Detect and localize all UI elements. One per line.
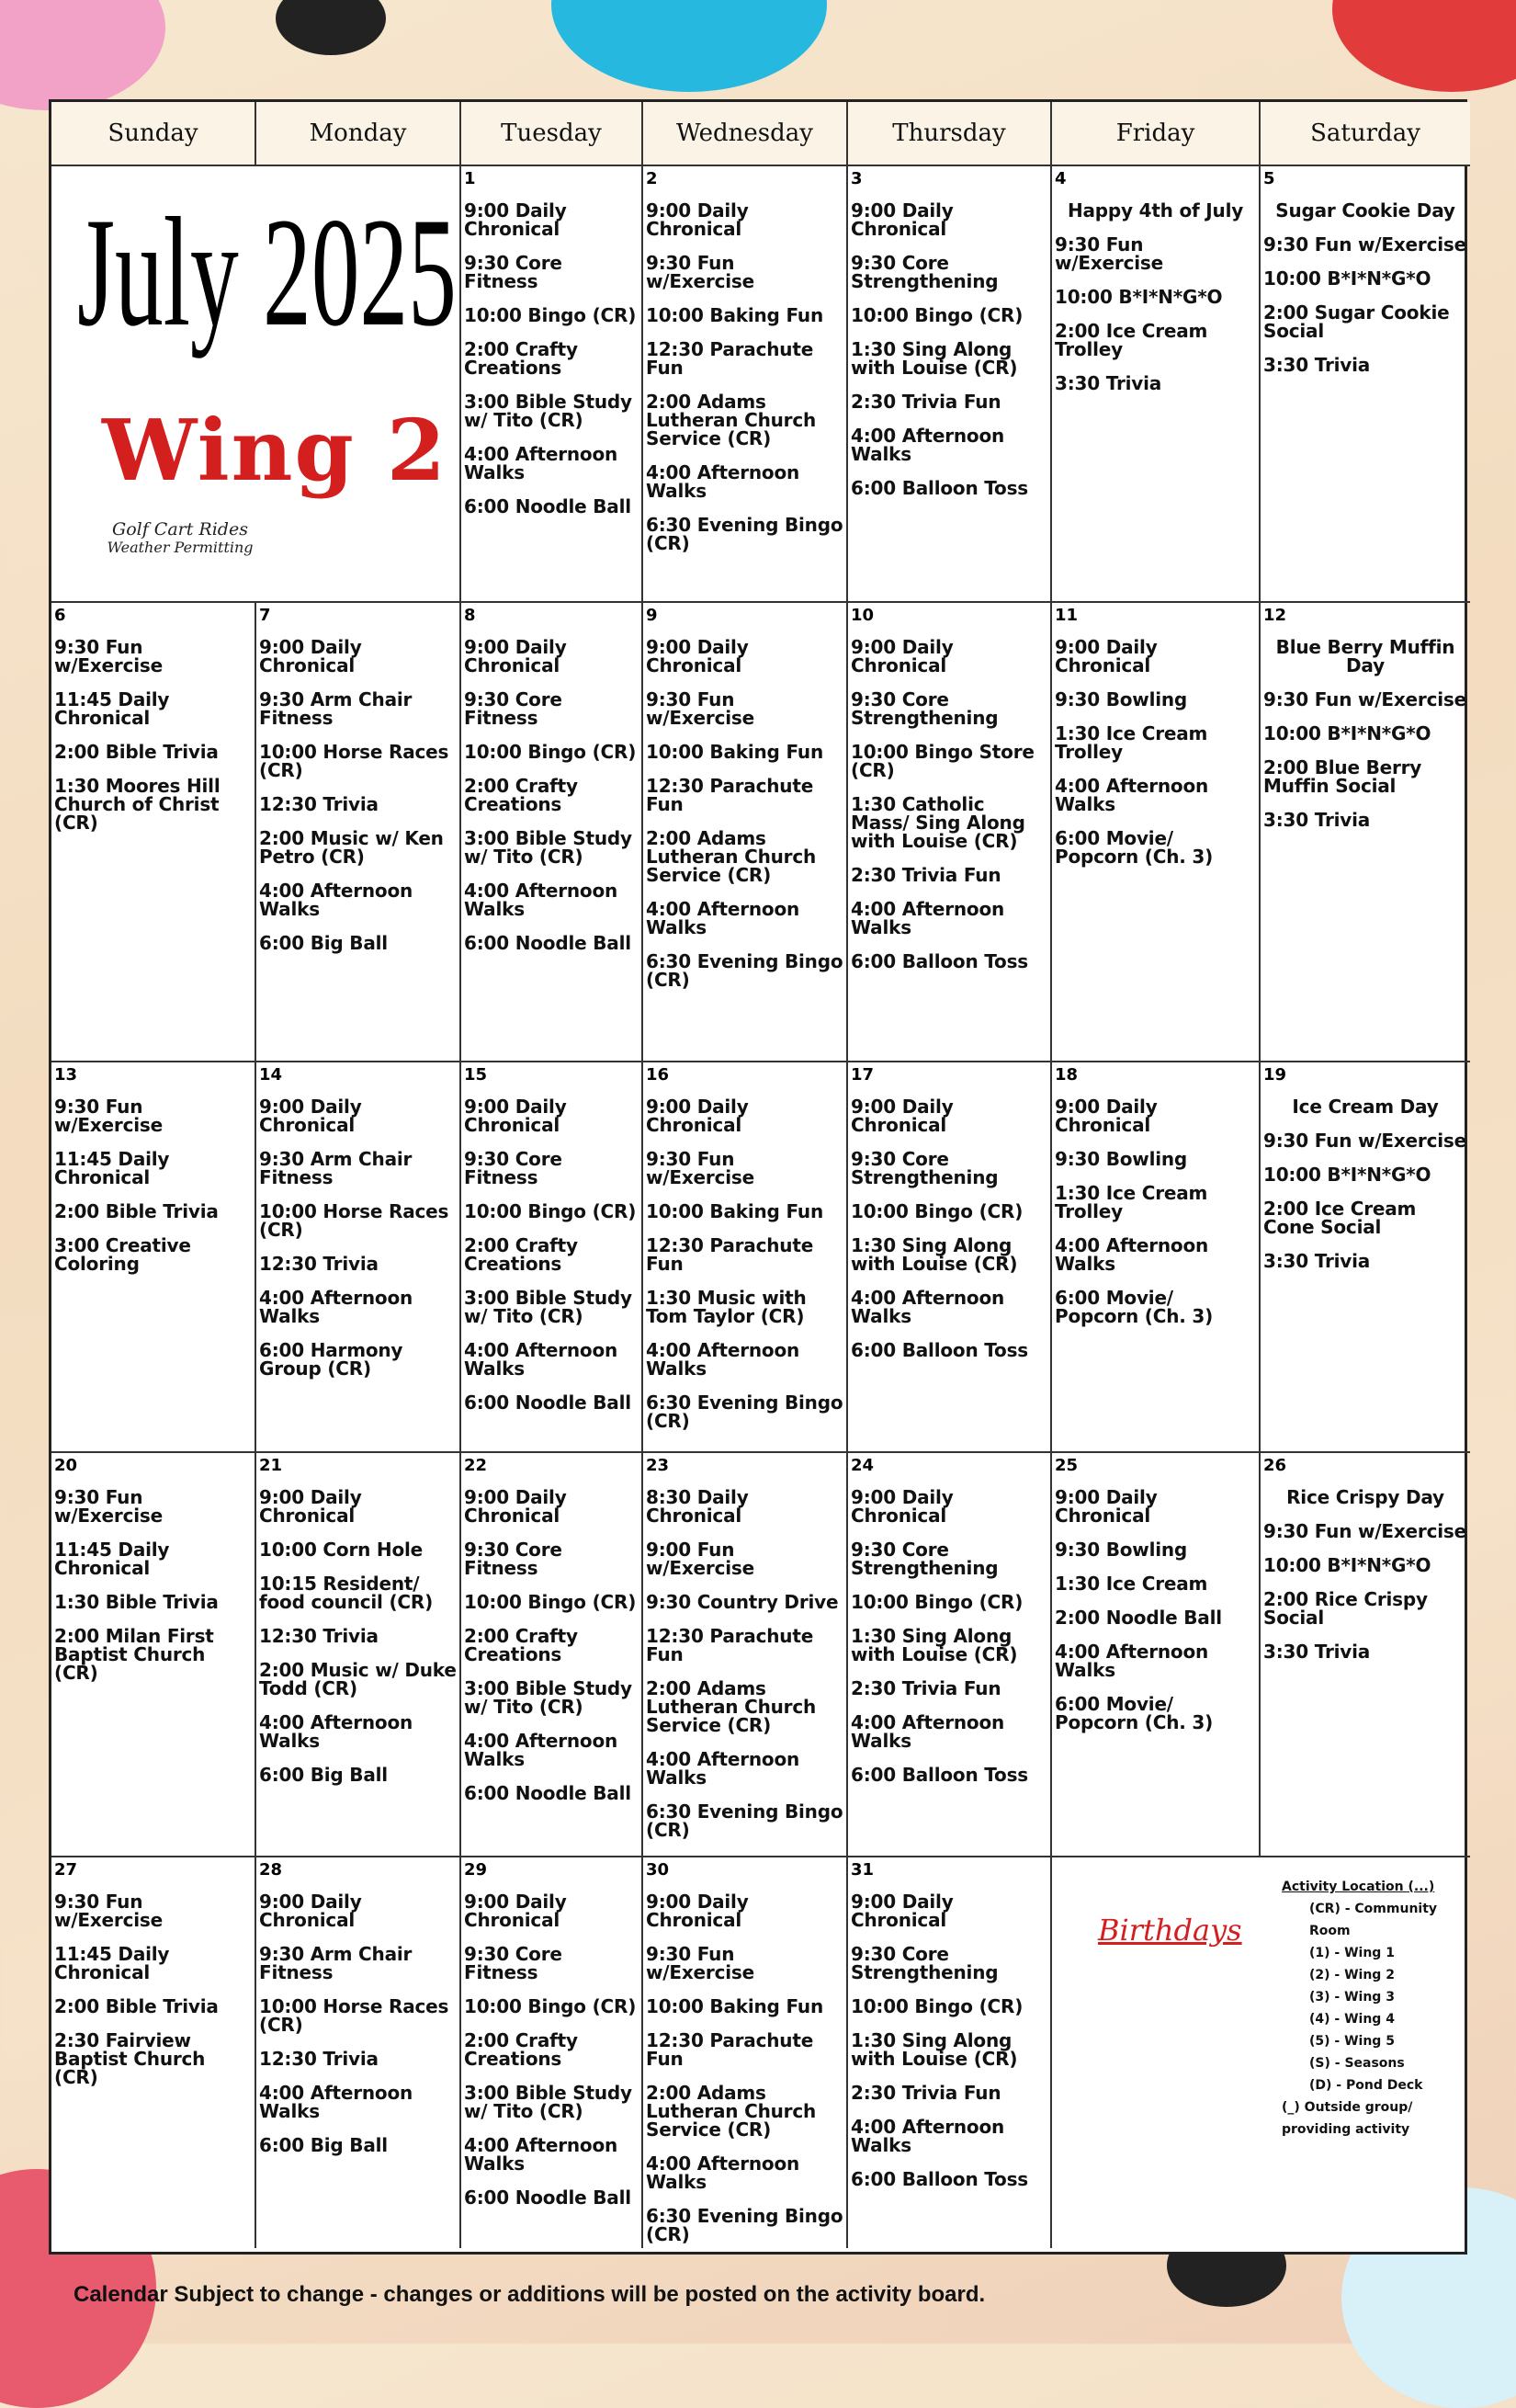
location-legend — [1282, 1876, 1465, 2141]
activity-item: 6:00 Noodle Ball — [464, 1782, 631, 1804]
activity-item: 9:30 Fun w/Exercise — [1263, 233, 1466, 256]
legend-item: (3) - Wing 3 — [1309, 1990, 1395, 2005]
activity-item: 4:00 Afternoon Walks — [259, 2082, 413, 2122]
activity-item: 2:00 Crafty Creations — [464, 775, 578, 815]
activity-item: 3:00 Bible Study w/ Tito (CR) — [464, 1677, 632, 1718]
activity-item: 12:30 Parachute Fun — [646, 775, 814, 815]
activity-item: 2:00 Adams Lutheran Church Service (CR) — [646, 391, 817, 449]
activity-item: 1:30 Catholic Mass/ Sing Along with Louise (CR) — [851, 793, 1025, 852]
activity-item: 10:00 B*I*N*G*O — [1263, 1554, 1431, 1576]
activity-item: Happy 4th of July — [1067, 199, 1244, 221]
activity-item: 9:30 Core Strengthening — [851, 1539, 999, 1579]
activity-item: 10:00 Baking Fun — [646, 1200, 823, 1222]
day-cell — [848, 1857, 1052, 2248]
day-cell — [51, 1062, 256, 1453]
activity-item: 12:30 Parachute Fun — [646, 2029, 814, 2070]
activity-item: 4:00 Afternoon Walks — [464, 880, 618, 920]
activity-item: 3:00 Bible Study w/ Tito (CR) — [464, 2082, 632, 2122]
activity-item: 10:00 Corn Hole — [259, 1539, 424, 1561]
activity-item: 9:30 Arm Chair Fitness — [259, 1148, 413, 1188]
day-number: 5 — [1263, 169, 1275, 188]
activity-item: 4:00 Afternoon Walks — [259, 880, 413, 920]
activity-item: 2:00 Crafty Creations — [464, 338, 578, 379]
day-number: 2 — [646, 169, 658, 188]
activity-item: 8:30 Daily Chronical — [646, 1486, 749, 1527]
activity-item: 2:00 Music w/ Duke Todd (CR) — [259, 1659, 457, 1699]
day-cell — [51, 1857, 256, 2248]
activity-item: 1:30 Ice Cream Trolley — [1055, 1182, 1208, 1222]
day-number: 7 — [259, 606, 271, 625]
activity-item: 2:30 Trivia Fun — [851, 864, 1001, 886]
day-number: 10 — [851, 606, 875, 625]
activity-item: 6:30 Evening Bingo (CR) — [646, 1800, 843, 1841]
day-cell — [848, 603, 1052, 1062]
activity-item: 12:30 Parachute Fun — [646, 1625, 814, 1665]
activity-item: 2:30 Fairview Baptist Church (CR) — [54, 2029, 206, 2088]
activity-item: 9:30 Arm Chair Fitness — [259, 1943, 413, 1983]
activity-item: 6:00 Noodle Ball — [464, 2187, 631, 2209]
day-number: 31 — [851, 1860, 875, 1880]
day-header-sunday: Sunday — [51, 102, 256, 166]
activity-item: 4:00 Afternoon Walks — [1055, 1641, 1209, 1681]
activity-item: 9:00 Daily Chronical — [464, 1096, 567, 1136]
sunglasses-decoration — [276, 0, 386, 55]
activity-item: 6:00 Big Ball — [259, 1764, 388, 1786]
day-cell — [461, 1062, 643, 1453]
activity-item: 4:00 Afternoon Walks — [1055, 1234, 1209, 1275]
day-number: 29 — [464, 1860, 488, 1880]
golf-cart-note — [88, 520, 272, 557]
activity-item: Rice Crispy Day — [1286, 1486, 1444, 1508]
activity-item: 12:30 Trivia — [259, 1253, 379, 1275]
activity-item: 9:30 Core Strengthening — [851, 1148, 999, 1188]
activity-item: 9:30 Fun w/Exercise — [54, 1486, 163, 1527]
activity-item: Sugar Cookie Day — [1275, 199, 1455, 221]
activity-item: 10:00 Bingo (CR) — [464, 1995, 637, 2017]
day-cell — [461, 166, 643, 603]
activity-item: 2:00 Crafty Creations — [464, 1234, 578, 1275]
activity-item: 2:00 Bible Trivia — [54, 741, 219, 763]
activity-item: 10:00 B*I*N*G*O — [1263, 722, 1431, 744]
activity-item: 9:30 Bowling — [1055, 1148, 1188, 1170]
activity-item: 4:00 Afternoon Walks — [646, 461, 800, 502]
activity-item: 6:30 Evening Bingo (CR) — [646, 2205, 843, 2245]
calendar-grid — [49, 99, 1467, 2255]
legend-item: (5) - Wing 5 — [1309, 2034, 1395, 2049]
day-number: 11 — [1055, 606, 1079, 625]
day-cell — [256, 603, 461, 1062]
activity-item: 3:00 Bible Study w/ Tito (CR) — [464, 391, 632, 431]
activity-item: 4:00 Afternoon Walks — [464, 1730, 618, 1770]
activity-item: 2:30 Trivia Fun — [851, 1677, 1001, 1699]
legend-item: (_) Outside group/ providing activity — [1282, 2100, 1413, 2137]
activity-item: 9:30 Fun w/Exercise — [646, 1148, 754, 1188]
activity-item: 10:00 Bingo (CR) — [464, 1200, 637, 1222]
activity-item: 4:00 Afternoon Walks — [1055, 775, 1209, 815]
day-number: 20 — [54, 1456, 78, 1475]
activity-item: 9:00 Daily Chronical — [259, 1486, 362, 1527]
day-number: 12 — [1263, 606, 1287, 625]
day-cell — [643, 166, 848, 603]
activity-item: 10:00 Bingo (CR) — [464, 304, 637, 326]
activity-item: 10:00 Bingo (CR) — [851, 1200, 1024, 1222]
golf-cart-line: Golf Cart Rides — [112, 519, 248, 540]
activity-item: 6:00 Big Ball — [259, 2134, 388, 2156]
activity-item: 6:00 Big Ball — [259, 932, 388, 954]
activity-item: 12:30 Trivia — [259, 1625, 379, 1647]
day-number: 22 — [464, 1456, 488, 1475]
activity-item: 10:00 Bingo (CR) — [851, 1995, 1024, 2017]
day-cell — [1052, 1062, 1261, 1453]
activity-item: 3:30 Trivia — [1055, 372, 1162, 394]
activity-item: 9:00 Daily Chronical — [259, 1096, 362, 1136]
day-cell — [1052, 603, 1261, 1062]
day-number: 30 — [646, 1860, 670, 1880]
activity-item: 2:00 Adams Lutheran Church Service (CR) — [646, 827, 817, 886]
day-cell — [51, 603, 256, 1062]
activity-item: 1:30 Sing Along with Louise (CR) — [851, 1234, 1018, 1275]
activity-item: 4:00 Afternoon Walks — [464, 1339, 618, 1380]
activity-item: 12:30 Parachute Fun — [646, 1234, 814, 1275]
activity-item: 1:30 Sing Along with Louise (CR) — [851, 338, 1018, 379]
activity-item: 3:00 Creative Coloring — [54, 1234, 191, 1275]
activity-item: 10:00 Horse Races (CR) — [259, 1200, 449, 1241]
activity-item: 10:00 Bingo Store (CR) — [851, 741, 1035, 781]
activity-item: 4:00 Afternoon Walks — [851, 1711, 1005, 1752]
activity-item: 9:30 Arm Chair Fitness — [259, 688, 413, 729]
day-cell — [643, 1453, 848, 1857]
day-header-wednesday: Wednesday — [643, 102, 848, 166]
activity-item: 9:00 Daily Chronical — [851, 1486, 954, 1527]
activity-item: 3:30 Trivia — [1263, 809, 1371, 831]
day-number: 26 — [1263, 1456, 1287, 1475]
activity-item: 4:00 Afternoon Walks — [259, 1287, 413, 1327]
activity-item: 2:00 Bible Trivia — [54, 1995, 219, 2017]
activity-item: 9:00 Daily Chronical — [464, 1486, 567, 1527]
activity-item: 9:00 Daily Chronical — [851, 1096, 954, 1136]
day-number: 14 — [259, 1065, 283, 1085]
day-number: 3 — [851, 169, 863, 188]
day-cell — [461, 603, 643, 1062]
activity-item: 9:30 Fun w/Exercise — [646, 252, 754, 292]
activity-item: 9:30 Core Fitness — [464, 1148, 562, 1188]
activity-item: 9:00 Daily Chronical — [1055, 636, 1158, 676]
activity-item: 9:00 Daily Chronical — [1055, 1486, 1158, 1527]
activity-item: 9:30 Core Strengthening — [851, 252, 999, 292]
activity-item: 9:30 Core Strengthening — [851, 1943, 999, 1983]
activity-item: 6:00 Movie/ Popcorn (Ch. 3) — [1055, 1693, 1214, 1733]
weather-line: Weather Permitting — [107, 539, 254, 556]
activity-item: 9:00 Daily Chronical — [851, 636, 954, 676]
day-number: 28 — [259, 1860, 283, 1880]
activity-item: 2:00 Adams Lutheran Church Service (CR) — [646, 1677, 817, 1736]
activity-item: 9:30 Fun w/Exercise — [54, 1891, 163, 1931]
day-cell — [848, 1062, 1052, 1453]
activity-item: 9:30 Fun w/Exercise — [646, 1943, 754, 1983]
activity-item: 4:00 Afternoon Walks — [646, 898, 800, 938]
activity-item: 2:00 Milan First Baptist Church (CR) — [54, 1625, 214, 1684]
legend-item: (S) - Seasons — [1309, 2056, 1405, 2071]
activity-item: 2:00 Music w/ Ken Petro (CR) — [259, 827, 444, 868]
activity-item: 4:00 Afternoon Walks — [851, 898, 1005, 938]
activity-item: 6:00 Balloon Toss — [851, 2168, 1028, 2190]
activity-item: 9:00 Daily Chronical — [646, 199, 749, 240]
beach-ball-decoration — [0, 0, 165, 110]
activity-item: 6:00 Movie/ Popcorn (Ch. 3) — [1055, 827, 1214, 868]
activity-item: 9:30 Fun w/Exercise — [1263, 1520, 1466, 1542]
activity-item: 9:00 Daily Chronical — [646, 1891, 749, 1931]
day-cell — [1052, 166, 1261, 603]
day-number: 1 — [464, 169, 476, 188]
legend-item: (D) - Pond Deck — [1309, 2078, 1423, 2093]
day-header-monday: Monday — [256, 102, 461, 166]
day-cell — [461, 1857, 643, 2248]
beach-ball-decoration — [1332, 0, 1516, 92]
activity-item: 12:30 Trivia — [259, 2048, 379, 2070]
activity-item: 4:00 Afternoon Walks — [259, 1711, 413, 1752]
activity-item: 2:00 Bible Trivia — [54, 1200, 219, 1222]
day-cell — [848, 166, 1052, 603]
activity-item: 2:00 Crafty Creations — [464, 2029, 578, 2070]
activity-item: 10:00 Bingo (CR) — [851, 1591, 1024, 1613]
day-cell — [643, 1857, 848, 2248]
footer-note: Calendar Subject to change - changes or additions will be posted on the activity board. — [74, 2282, 986, 2307]
activity-item: 3:30 Trivia — [1263, 1641, 1371, 1663]
activity-item: 9:00 Daily Chronical — [259, 636, 362, 676]
activity-item: 6:00 Noodle Ball — [464, 495, 631, 517]
month-title: July 2025 — [77, 186, 457, 358]
day-number: 8 — [464, 606, 476, 625]
activity-item: 9:30 Core Fitness — [464, 1943, 562, 1983]
activity-item: 9:30 Bowling — [1055, 1539, 1188, 1561]
activity-item: 9:30 Core Fitness — [464, 1539, 562, 1579]
activity-item: 1:30 Ice Cream — [1055, 1573, 1208, 1595]
activity-item: 2:00 Ice Cream Cone Social — [1263, 1198, 1417, 1238]
activity-item: 3:30 Trivia — [1263, 1250, 1371, 1272]
activity-item: 3:00 Bible Study w/ Tito (CR) — [464, 1287, 632, 1327]
activity-item: 9:00 Daily Chronical — [851, 199, 954, 240]
beach-ball-decoration — [551, 0, 827, 92]
activity-item: 11:45 Daily Chronical — [54, 688, 170, 729]
day-cell — [256, 1453, 461, 1857]
activity-item: 9:30 Fun w/Exercise — [1263, 1130, 1466, 1152]
birthdays-legend-block — [1052, 1857, 1470, 2248]
day-number: 15 — [464, 1065, 488, 1085]
day-cell — [1261, 166, 1470, 603]
activity-item: 2:00 Blue Berry Muffin Social — [1263, 756, 1422, 797]
activity-item: 2:00 Rice Crispy Social — [1263, 1588, 1428, 1629]
activity-item: 4:00 Afternoon Walks — [851, 425, 1005, 465]
legend-item: (1) - Wing 1 — [1309, 1946, 1395, 1960]
activity-item: 10:00 B*I*N*G*O — [1055, 286, 1223, 308]
day-number: 27 — [54, 1860, 78, 1880]
day-number: 6 — [54, 606, 66, 625]
birthdays-label: Birthdays — [1098, 1913, 1242, 1948]
activity-item: 4:00 Afternoon Walks — [646, 1339, 800, 1380]
activity-item: 1:30 Sing Along with Louise (CR) — [851, 2029, 1018, 2070]
activity-item: 9:30 Bowling — [1055, 688, 1188, 710]
day-cell — [256, 1062, 461, 1453]
activity-item: 12:30 Trivia — [259, 793, 379, 815]
day-header-tuesday: Tuesday — [461, 102, 643, 166]
activity-item: 6:00 Noodle Ball — [464, 1391, 631, 1414]
activity-item: 6:00 Movie/ Popcorn (Ch. 3) — [1055, 1287, 1214, 1327]
activity-item: 10:15 Resident/ food council (CR) — [259, 1573, 434, 1613]
activity-item: 9:30 Fun w/Exercise — [1263, 688, 1466, 710]
activity-item: 6:00 Balloon Toss — [851, 477, 1028, 499]
activity-item: 10:00 Bingo (CR) — [464, 1591, 637, 1613]
legend-item: (2) - Wing 2 — [1309, 1968, 1395, 1982]
activity-item: 6:30 Evening Bingo (CR) — [646, 1391, 843, 1432]
activity-item: 9:00 Daily Chronical — [464, 1891, 567, 1931]
activity-item: 6:00 Balloon Toss — [851, 1764, 1028, 1786]
day-cell — [848, 1453, 1052, 1857]
day-cell — [256, 1857, 461, 2248]
activity-item: 11:45 Daily Chronical — [54, 1539, 170, 1579]
activity-item: 9:00 Daily Chronical — [259, 1891, 362, 1931]
activity-item: 2:00 Crafty Creations — [464, 1625, 578, 1665]
activity-item: 4:00 Afternoon Walks — [646, 1748, 800, 1789]
activity-item: 2:00 Adams Lutheran Church Service (CR) — [646, 2082, 817, 2141]
activity-item: 9:30 Country Drive — [646, 1591, 839, 1613]
title-block — [51, 166, 461, 603]
day-header-saturday: Saturday — [1261, 102, 1470, 166]
day-cell — [1261, 603, 1470, 1062]
day-number: 23 — [646, 1456, 670, 1475]
day-cell — [51, 1453, 256, 1857]
activity-item: 4:00 Afternoon Walks — [464, 443, 618, 483]
day-number: 17 — [851, 1065, 875, 1085]
activity-item: 9:00 Fun w/Exercise — [646, 1539, 754, 1579]
wing-title: Wing 2 — [102, 401, 447, 500]
activity-item: 9:00 Daily Chronical — [646, 1096, 749, 1136]
legend-item: (4) - Wing 4 — [1309, 2012, 1395, 2027]
day-header-friday: Friday — [1052, 102, 1261, 166]
activity-item: 1:30 Music with Tom Taylor (CR) — [646, 1287, 807, 1327]
activity-item: 3:30 Trivia — [1263, 354, 1371, 376]
activity-item: 4:00 Afternoon Walks — [851, 2116, 1005, 2156]
activity-item: 9:00 Daily Chronical — [464, 636, 567, 676]
activity-item: 9:30 Core Strengthening — [851, 688, 999, 729]
activity-item: 6:00 Harmony Group (CR) — [259, 1339, 403, 1380]
activity-item: 10:00 Baking Fun — [646, 304, 823, 326]
activity-item: 2:30 Trivia Fun — [851, 391, 1001, 413]
activity-item: 6:00 Noodle Ball — [464, 932, 631, 954]
activity-item: 2:00 Ice Cream Trolley — [1055, 320, 1208, 360]
day-number: 24 — [851, 1456, 875, 1475]
day-cell — [461, 1453, 643, 1857]
activity-item: 12:30 Parachute Fun — [646, 338, 814, 379]
day-cell — [643, 1062, 848, 1453]
activity-item: 9:30 Core Fitness — [464, 688, 562, 729]
activity-item: 6:30 Evening Bingo (CR) — [646, 950, 843, 991]
day-number: 19 — [1263, 1065, 1287, 1085]
activity-item: 10:00 B*I*N*G*O — [1263, 1164, 1431, 1186]
activity-item: 10:00 Bingo (CR) — [851, 304, 1024, 326]
activity-item: 1:30 Bible Trivia — [54, 1591, 219, 1613]
day-cell — [643, 603, 848, 1062]
activity-item: Blue Berry Muffin Day — [1275, 636, 1455, 676]
activity-item: 9:00 Daily Chronical — [1055, 1096, 1158, 1136]
activity-item: 10:00 Baking Fun — [646, 741, 823, 763]
day-number: 25 — [1055, 1456, 1079, 1475]
activity-item: 10:00 Horse Races (CR) — [259, 741, 449, 781]
activity-item: 4:00 Afternoon Walks — [646, 2152, 800, 2193]
activity-item: 10:00 B*I*N*G*O — [1263, 267, 1431, 290]
activity-item: 10:00 Horse Races (CR) — [259, 1995, 449, 2036]
activity-item: 9:00 Daily Chronical — [646, 636, 749, 676]
activity-item: 9:30 Fun w/Exercise — [1055, 233, 1163, 274]
activity-item: 4:00 Afternoon Walks — [464, 2134, 618, 2175]
day-number: 13 — [54, 1065, 78, 1085]
activity-item: 2:30 Trivia Fun — [851, 2082, 1001, 2104]
activity-item: 9:00 Daily Chronical — [464, 199, 567, 240]
activity-item: 9:30 Fun w/Exercise — [646, 688, 754, 729]
day-number: 21 — [259, 1456, 283, 1475]
activity-item: 1:30 Sing Along with Louise (CR) — [851, 1625, 1018, 1665]
activity-item: 3:00 Bible Study w/ Tito (CR) — [464, 827, 632, 868]
activity-item: 6:30 Evening Bingo (CR) — [646, 514, 843, 554]
day-number: 4 — [1055, 169, 1067, 188]
day-header-thursday: Thursday — [848, 102, 1052, 166]
activity-item: 9:30 Core Fitness — [464, 252, 562, 292]
activity-item: 6:00 Balloon Toss — [851, 1339, 1028, 1361]
day-number: 18 — [1055, 1065, 1079, 1085]
activity-item: 10:00 Baking Fun — [646, 1995, 823, 2017]
legend-item: (CR) - Community Room — [1309, 1902, 1438, 1938]
activity-item: 9:30 Fun w/Exercise — [54, 1096, 163, 1136]
activity-item: 4:00 Afternoon Walks — [851, 1287, 1005, 1327]
day-cell — [1261, 1453, 1470, 1857]
activity-item: 10:00 Bingo (CR) — [464, 741, 637, 763]
activity-item: 11:45 Daily Chronical — [54, 1943, 170, 1983]
activity-item: 11:45 Daily Chronical — [54, 1148, 170, 1188]
day-cell — [1052, 1453, 1261, 1857]
activity-item: Ice Cream Day — [1292, 1096, 1439, 1118]
legend-title: Activity Location (...) — [1282, 1880, 1435, 1894]
activity-item: 9:30 Fun w/Exercise — [54, 636, 163, 676]
day-cell — [1261, 1062, 1470, 1453]
day-number: 16 — [646, 1065, 670, 1085]
activity-item: 2:00 Noodle Ball — [1055, 1607, 1222, 1629]
activity-item: 6:00 Balloon Toss — [851, 950, 1028, 972]
activity-item: 2:00 Sugar Cookie Social — [1263, 301, 1450, 342]
activity-item: 1:30 Ice Cream Trolley — [1055, 722, 1208, 763]
activity-item: 9:00 Daily Chronical — [851, 1891, 954, 1931]
activity-item: 1:30 Moores Hill Church of Christ (CR) — [54, 775, 221, 834]
day-number: 9 — [646, 606, 658, 625]
